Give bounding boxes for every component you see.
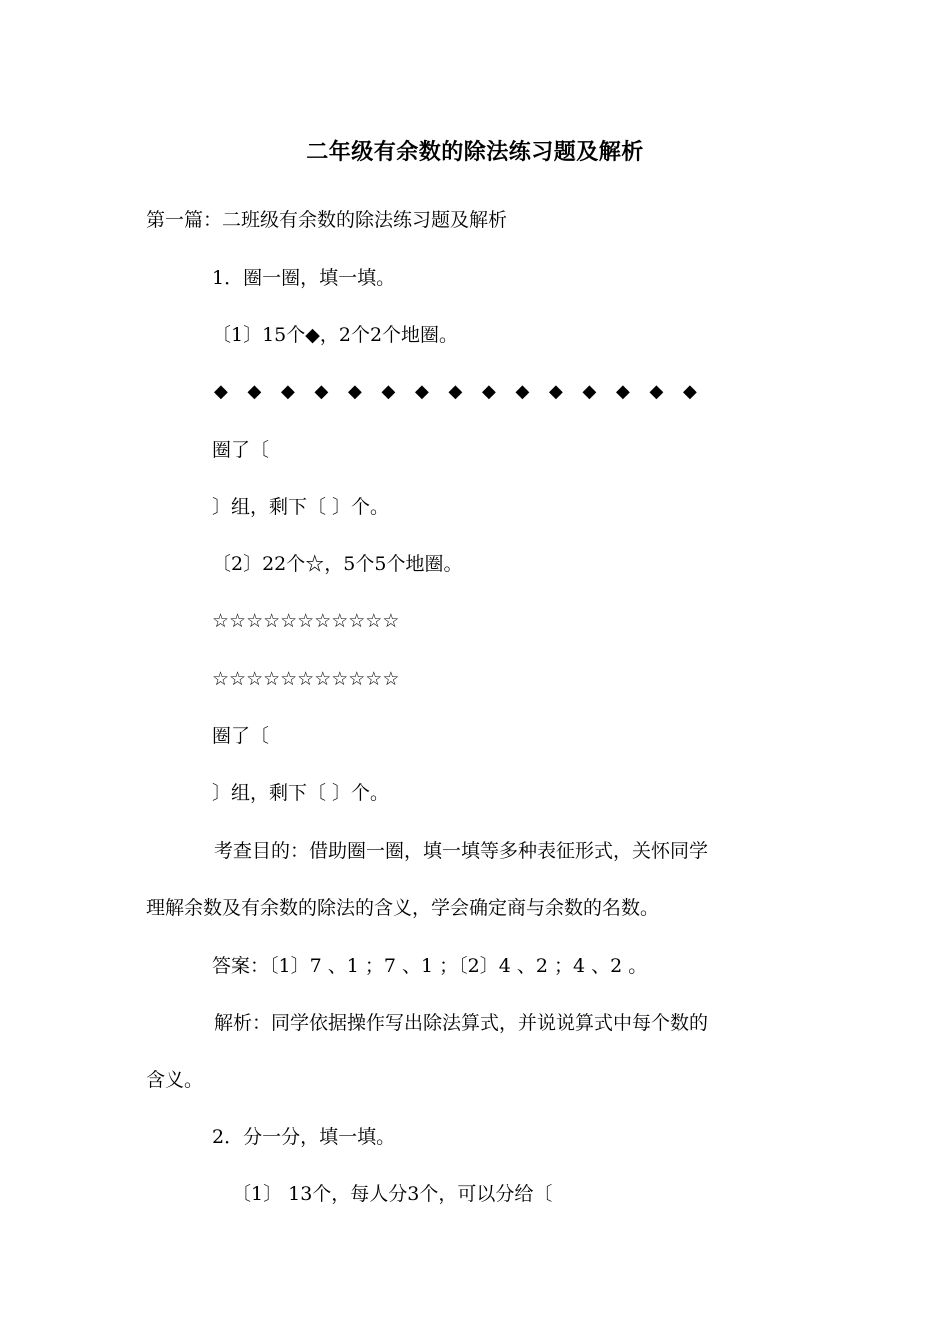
diamond-icon: ◆ bbox=[247, 381, 262, 402]
diamond-icon: ◆ bbox=[281, 381, 295, 402]
question-1-groups-b: 〕组，剩下〔 〕个。 bbox=[212, 782, 390, 804]
question-1-heading: 1．圈一圈，填一填。 bbox=[212, 267, 396, 289]
diamond-icon: ◆ bbox=[515, 381, 530, 402]
analysis-line-2: 含义。 bbox=[146, 1069, 204, 1091]
purpose-line-1: 考查目的：借助圈一圈，填一填等多种表征形式，关怀同学 bbox=[214, 840, 709, 862]
diamond-icon: ◆ bbox=[348, 381, 362, 402]
diamond-icon: ◆ bbox=[381, 381, 396, 402]
diamond-icon: ◆ bbox=[683, 381, 697, 402]
diamond-icon: ◆ bbox=[582, 381, 597, 402]
diamond-icon: ◆ bbox=[314, 381, 329, 402]
diamond-icon: ◆ bbox=[448, 381, 463, 402]
diamond-row bbox=[214, 380, 717, 404]
diamond-icon: ◆ bbox=[649, 381, 664, 402]
question-1-circled-a: 圈了〔 bbox=[212, 439, 270, 461]
diamond-icon: ◆ bbox=[415, 381, 429, 402]
section-heading: 第一篇：二班级有余数的除法练习题及解析 bbox=[146, 209, 508, 231]
purpose-line-2: 理解余数及有余数的除法的含义，学会确定商与余数的名数。 bbox=[146, 897, 660, 919]
question-1-groups-a: 〕组，剩下〔 〕个。 bbox=[212, 496, 390, 518]
star-row-2: ☆☆☆☆☆☆☆☆☆☆☆ bbox=[212, 668, 400, 690]
question-1-circled-b: 圈了〔 bbox=[212, 725, 270, 747]
diamond-icon: ◆ bbox=[616, 381, 630, 402]
document-title: 二年级有余数的除法练习题及解析 bbox=[306, 139, 644, 165]
star-row-1: ☆☆☆☆☆☆☆☆☆☆☆ bbox=[212, 610, 400, 632]
question-1-part-2: 〔2〕22个☆，5个5个地圈。 bbox=[212, 553, 463, 575]
question-1-part-1: 〔1〕15个◆，2个2个地圈。 bbox=[212, 324, 459, 346]
question-2-heading: 2．分一分，填一填。 bbox=[212, 1126, 396, 1148]
diamond-icon: ◆ bbox=[482, 381, 496, 402]
analysis-line-1: 解析：同学依据操作写出除法算式，并说说算式中每个数的 bbox=[214, 1012, 709, 1034]
diamond-icon: ◆ bbox=[214, 381, 228, 402]
diamond-icon: ◆ bbox=[549, 381, 563, 402]
question-2-part-1: 〔1〕 13个，每人分3个，可以分给〔 bbox=[232, 1183, 553, 1205]
answer-line: 答案：〔1〕7 、1 ；7 、1 ；〔2〕4 、2 ；4 、2 。 bbox=[212, 955, 648, 977]
